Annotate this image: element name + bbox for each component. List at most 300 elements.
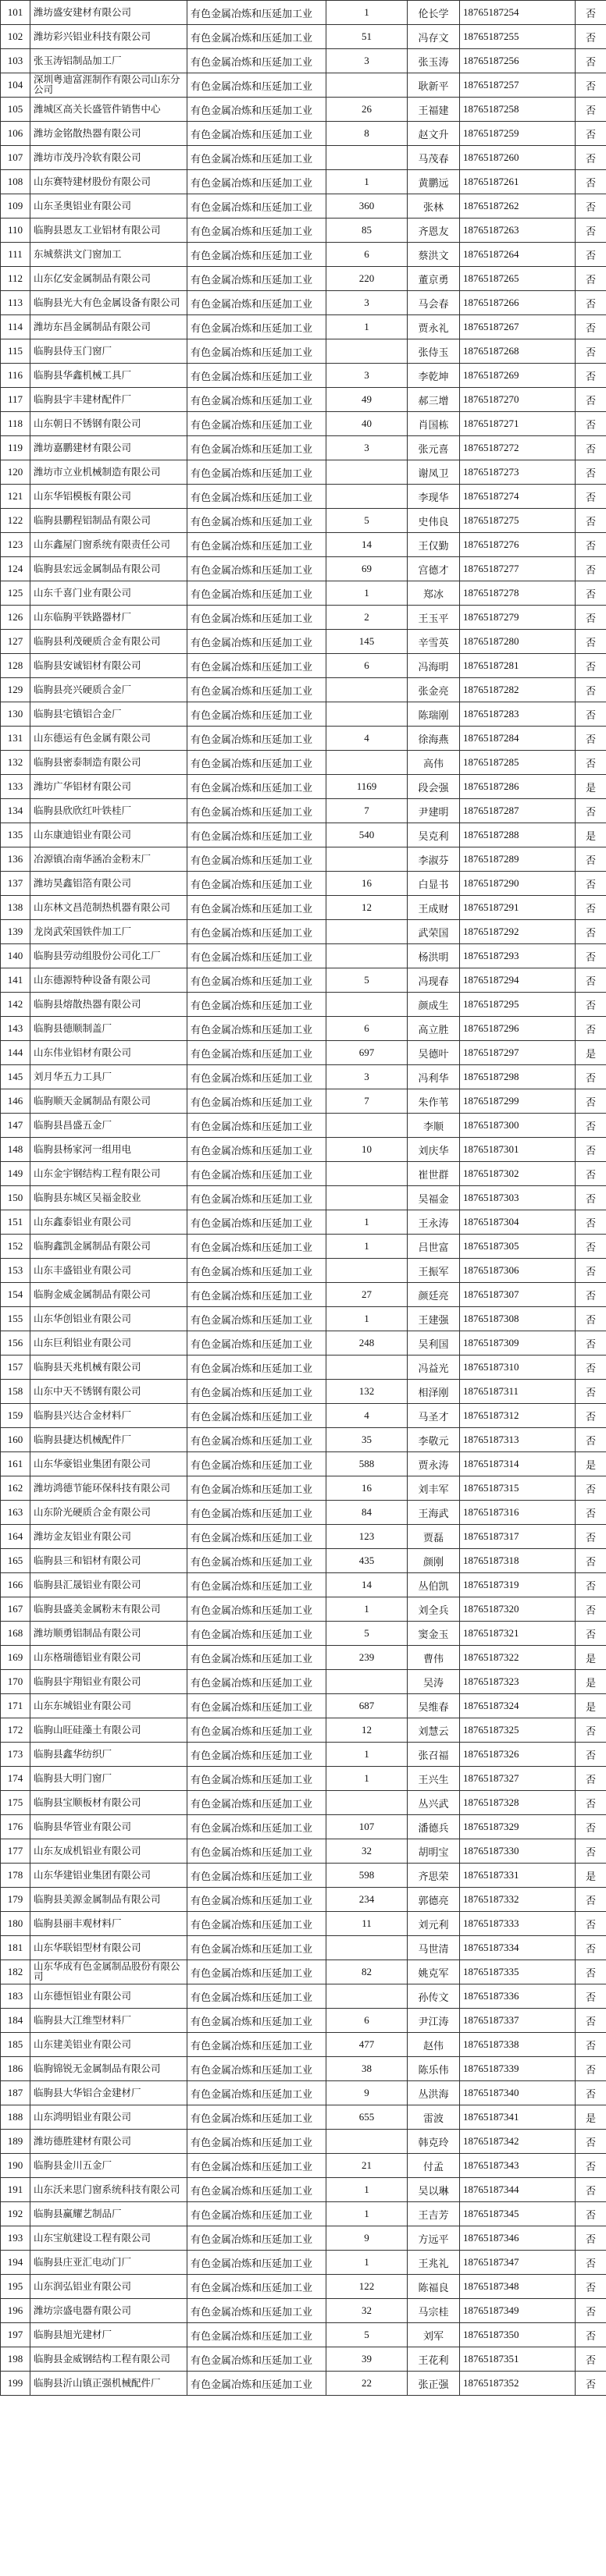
quantity-cell: 697 <box>326 1041 408 1065</box>
phone-cell: 18765187329 <box>460 1815 576 1839</box>
phone-cell: 18765187293 <box>460 944 576 968</box>
phone-cell: 18765187302 <box>460 1162 576 1186</box>
row-number-cell: 194 <box>1 2251 30 2275</box>
company-name-cell: 山东润弘铝业有限公司 <box>30 2275 187 2299</box>
row-number-cell: 139 <box>1 920 30 944</box>
row-number-cell: 199 <box>1 2372 30 2396</box>
quantity-cell: 1 <box>326 170 408 194</box>
industry-cell: 有色金属冶炼和压延加工业 <box>187 1936 326 1960</box>
row-number-cell: 157 <box>1 1356 30 1380</box>
phone-cell: 18765187255 <box>460 25 576 49</box>
flag-cell: 否 <box>576 2130 606 2154</box>
table-row <box>1 339 606 364</box>
row-number-cell: 159 <box>1 1404 30 1428</box>
row-number-cell: 130 <box>1 702 30 727</box>
flag-cell: 否 <box>576 1017 606 1041</box>
table-body <box>1 1 606 2396</box>
quantity-cell: 1 <box>326 2202 408 2226</box>
row-number-cell: 125 <box>1 581 30 606</box>
quantity-cell: 4 <box>326 1404 408 1428</box>
row-number-cell: 102 <box>1 25 30 49</box>
row-number-cell: 154 <box>1 1283 30 1307</box>
row-number-cell: 161 <box>1 1452 30 1476</box>
industry-cell: 有色金属冶炼和压延加工业 <box>187 2202 326 2226</box>
row-number-cell: 182 <box>1 1960 30 1984</box>
flag-cell: 否 <box>576 1839 606 1864</box>
table-row <box>1 412 606 436</box>
row-number-cell: 121 <box>1 485 30 509</box>
quantity-cell: 32 <box>326 2299 408 2323</box>
row-number-cell: 106 <box>1 122 30 146</box>
company-name-cell: 临朐县劳动组股份公司化工厂 <box>30 944 187 968</box>
row-number-cell: 165 <box>1 1549 30 1573</box>
contact-cell: 武荣国 <box>408 920 460 944</box>
phone-cell: 18765187326 <box>460 1743 576 1767</box>
table-row <box>1 2251 606 2275</box>
company-name-cell: 山东中天不锈钢有限公司 <box>30 1380 187 1404</box>
row-number-cell: 126 <box>1 606 30 630</box>
phone-cell: 18765187278 <box>460 581 576 606</box>
company-name-cell: 临朐鑫凯金属制品有限公司 <box>30 1235 187 1259</box>
quantity-cell <box>326 1356 408 1380</box>
row-number-cell: 148 <box>1 1138 30 1162</box>
phone-cell: 18765187328 <box>460 1791 576 1815</box>
flag-cell: 否 <box>576 146 606 170</box>
row-number-cell: 167 <box>1 1597 30 1622</box>
company-name-cell: 山东金宇钢结构工程有限公司 <box>30 1162 187 1186</box>
flag-cell: 否 <box>576 2226 606 2251</box>
industry-cell: 有色金属冶炼和压延加工业 <box>187 1743 326 1767</box>
phone-cell: 18765187320 <box>460 1597 576 1622</box>
contact-cell: 窦金玉 <box>408 1622 460 1646</box>
phone-cell: 18765187344 <box>460 2178 576 2202</box>
flag-cell: 否 <box>576 533 606 557</box>
industry-cell: 有色金属冶炼和压延加工业 <box>187 1767 326 1791</box>
table-row <box>1 533 606 557</box>
company-name-cell: 山东华成有色金属制品股份有限公司 <box>30 1960 187 1984</box>
company-name-cell: 山东华联铝型材有限公司 <box>30 1936 187 1960</box>
flag-cell: 否 <box>576 1307 606 1331</box>
phone-cell: 18765187283 <box>460 702 576 727</box>
table-row <box>1 1331 606 1356</box>
table-row <box>1 1936 606 1960</box>
row-number-cell: 180 <box>1 1912 30 1936</box>
industry-cell: 有色金属冶炼和压延加工业 <box>187 702 326 727</box>
quantity-cell: 145 <box>326 630 408 654</box>
flag-cell: 否 <box>576 702 606 727</box>
row-number-cell: 160 <box>1 1428 30 1452</box>
table-row <box>1 1380 606 1404</box>
contact-cell: 蔡洪文 <box>408 243 460 267</box>
phone-cell: 18765187280 <box>460 630 576 654</box>
contact-cell: 吴涛 <box>408 1670 460 1694</box>
row-number-cell: 181 <box>1 1936 30 1960</box>
quantity-cell <box>326 702 408 727</box>
contact-cell: 王花利 <box>408 2347 460 2372</box>
flag-cell: 否 <box>576 1501 606 1525</box>
phone-cell: 18765187331 <box>460 1864 576 1888</box>
quantity-cell: 8 <box>326 122 408 146</box>
flag-cell: 否 <box>576 1476 606 1501</box>
table-row <box>1 25 606 49</box>
quantity-cell: 1169 <box>326 775 408 799</box>
phone-cell: 18765187346 <box>460 2226 576 2251</box>
industry-cell: 有色金属冶炼和压延加工业 <box>187 436 326 460</box>
table-row <box>1 1694 606 1718</box>
industry-cell: 有色金属冶炼和压延加工业 <box>187 775 326 799</box>
industry-cell: 有色金属冶炼和压延加工业 <box>187 2251 326 2275</box>
quantity-cell: 540 <box>326 823 408 847</box>
company-name-cell: 临朐县德顺制盖厂 <box>30 1017 187 1041</box>
row-number-cell: 110 <box>1 219 30 243</box>
company-name-cell: 临朐县宇丰建材配件厂 <box>30 388 187 412</box>
phone-cell: 18765187318 <box>460 1549 576 1573</box>
phone-cell: 18765187305 <box>460 1235 576 1259</box>
flag-cell: 是 <box>576 1452 606 1476</box>
flag-cell: 否 <box>576 1912 606 1936</box>
row-number-cell: 168 <box>1 1622 30 1646</box>
company-name-cell: 龙岗武荣国铁件加工厂 <box>30 920 187 944</box>
industry-cell: 有色金属冶炼和压延加工业 <box>187 1791 326 1815</box>
company-name-cell: 山东德源特种设备有限公司 <box>30 968 187 993</box>
phone-cell: 18765187294 <box>460 968 576 993</box>
company-name-cell: 潍坊广华铝材有限公司 <box>30 775 187 799</box>
phone-cell: 18765187258 <box>460 98 576 122</box>
contact-cell: 马宗桂 <box>408 2299 460 2323</box>
row-number-cell: 138 <box>1 896 30 920</box>
company-name-cell: 临朐县熔散热器有限公司 <box>30 993 187 1017</box>
company-name-cell: 山东千喜门业有限公司 <box>30 581 187 606</box>
contact-cell: 马茂春 <box>408 146 460 170</box>
industry-cell: 有色金属冶炼和压延加工业 <box>187 1404 326 1428</box>
contact-cell: 尹建明 <box>408 799 460 823</box>
industry-cell: 有色金属冶炼和压延加工业 <box>187 509 326 533</box>
phone-cell: 18765187300 <box>460 1114 576 1138</box>
flag-cell: 否 <box>576 630 606 654</box>
flag-cell: 否 <box>576 170 606 194</box>
phone-cell: 18765187312 <box>460 1404 576 1428</box>
contact-cell: 吴克利 <box>408 823 460 847</box>
table-row <box>1 1162 606 1186</box>
table-row <box>1 243 606 267</box>
industry-cell: 有色金属冶炼和压延加工业 <box>187 920 326 944</box>
industry-cell: 有色金属冶炼和压延加工业 <box>187 1259 326 1283</box>
phone-cell: 18765187313 <box>460 1428 576 1452</box>
row-number-cell: 105 <box>1 98 30 122</box>
industry-cell: 有色金属冶炼和压延加工业 <box>187 2347 326 2372</box>
quantity-cell: 5 <box>326 2323 408 2347</box>
contact-cell: 陈福良 <box>408 2275 460 2299</box>
quantity-cell <box>326 920 408 944</box>
row-number-cell: 193 <box>1 2226 30 2251</box>
table-row <box>1 1404 606 1428</box>
contact-cell: 王福建 <box>408 98 460 122</box>
company-name-cell: 临朐县侍玉门窗厂 <box>30 339 187 364</box>
phone-cell: 18765187337 <box>460 2009 576 2033</box>
contact-cell: 段会强 <box>408 775 460 799</box>
phone-cell: 18765187279 <box>460 606 576 630</box>
row-number-cell: 174 <box>1 1767 30 1791</box>
company-name-cell: 临朐县华管业有限公司 <box>30 1815 187 1839</box>
contact-cell: 史伟良 <box>408 509 460 533</box>
company-name-cell: 临朐金威金属制品有限公司 <box>30 1283 187 1307</box>
contact-cell: 吴德叶 <box>408 1041 460 1065</box>
table-row <box>1 799 606 823</box>
table-row <box>1 1138 606 1162</box>
table-row <box>1 485 606 509</box>
company-name-cell: 临朐县兴达合金材料厂 <box>30 1404 187 1428</box>
company-name-cell: 临朐县华鑫机械工具厂 <box>30 364 187 388</box>
flag-cell: 否 <box>576 73 606 98</box>
contact-cell: 冯益光 <box>408 1356 460 1380</box>
company-name-cell: 临朐县欣欣红叶铁桂厂 <box>30 799 187 823</box>
quantity-cell: 5 <box>326 509 408 533</box>
table-row <box>1 1089 606 1114</box>
quantity-cell <box>326 460 408 485</box>
company-name-cell: 临朐县大明门窗厂 <box>30 1767 187 1791</box>
industry-cell: 有色金属冶炼和压延加工业 <box>187 606 326 630</box>
table-row <box>1 2299 606 2323</box>
industry-cell: 有色金属冶炼和压延加工业 <box>187 872 326 896</box>
contact-cell: 雷波 <box>408 2105 460 2130</box>
table-row <box>1 751 606 775</box>
flag-cell: 否 <box>576 509 606 533</box>
table-row <box>1 1912 606 1936</box>
table-row <box>1 1960 606 1984</box>
flag-cell: 否 <box>576 1138 606 1162</box>
flag-cell: 否 <box>576 1331 606 1356</box>
phone-cell: 18765187352 <box>460 2372 576 2396</box>
quantity-cell <box>326 678 408 702</box>
row-number-cell: 163 <box>1 1501 30 1525</box>
flag-cell: 否 <box>576 1622 606 1646</box>
industry-cell: 有色金属冶炼和压延加工业 <box>187 1573 326 1597</box>
flag-cell: 否 <box>576 1210 606 1235</box>
table-row <box>1 1670 606 1694</box>
contact-cell: 齐思荣 <box>408 1864 460 1888</box>
row-number-cell: 132 <box>1 751 30 775</box>
table-row <box>1 1622 606 1646</box>
flag-cell: 否 <box>576 1888 606 1912</box>
flag-cell: 否 <box>576 1743 606 1767</box>
table-row <box>1 2275 606 2299</box>
flag-cell: 是 <box>576 1041 606 1065</box>
table-row <box>1 1210 606 1235</box>
company-name-cell: 临朐县丽丰观材料厂 <box>30 1912 187 1936</box>
flag-cell: 否 <box>576 25 606 49</box>
industry-cell: 有色金属冶炼和压延加工业 <box>187 364 326 388</box>
contact-cell: 宫德才 <box>408 557 460 581</box>
company-name-cell: 山东德运有色金属有限公司 <box>30 727 187 751</box>
flag-cell: 是 <box>576 1646 606 1670</box>
company-name-cell: 山东沃来思门窗系统科技有限公司 <box>30 2178 187 2202</box>
flag-cell: 否 <box>576 1114 606 1138</box>
flag-cell: 否 <box>576 412 606 436</box>
quantity-cell: 687 <box>326 1694 408 1718</box>
quantity-cell: 9 <box>326 2081 408 2105</box>
contact-cell: 刘军 <box>408 2323 460 2347</box>
flag-cell: 否 <box>576 1356 606 1380</box>
table-row <box>1 1428 606 1452</box>
row-number-cell: 118 <box>1 412 30 436</box>
contact-cell: 张元喜 <box>408 436 460 460</box>
row-number-cell: 175 <box>1 1791 30 1815</box>
quantity-cell: 3 <box>326 1065 408 1089</box>
row-number-cell: 170 <box>1 1670 30 1694</box>
row-number-cell: 135 <box>1 823 30 847</box>
quantity-cell: 49 <box>326 388 408 412</box>
company-name-cell: 临朐山旺硅藻土有限公司 <box>30 1718 187 1743</box>
table-row <box>1 1501 606 1525</box>
quantity-cell: 84 <box>326 1501 408 1525</box>
company-name-cell: 临朐县光大有色金属设备有限公司 <box>30 291 187 315</box>
industry-cell: 有色金属冶炼和压延加工业 <box>187 339 326 364</box>
flag-cell: 否 <box>576 2251 606 2275</box>
phone-cell: 18765187297 <box>460 1041 576 1065</box>
table-row <box>1 1452 606 1476</box>
industry-cell: 有色金属冶炼和压延加工业 <box>187 654 326 678</box>
contact-cell: 吴福金 <box>408 1186 460 1210</box>
quantity-cell <box>326 146 408 170</box>
company-name-cell: 潍坊宗盛电器有限公司 <box>30 2299 187 2323</box>
table-row <box>1 1525 606 1549</box>
flag-cell: 否 <box>576 2057 606 2081</box>
phone-cell: 18765187321 <box>460 1622 576 1646</box>
flag-cell: 否 <box>576 2178 606 2202</box>
quantity-cell: 7 <box>326 799 408 823</box>
row-number-cell: 145 <box>1 1065 30 1089</box>
industry-cell: 有色金属冶炼和压延加工业 <box>187 1646 326 1670</box>
contact-cell: 王建强 <box>408 1307 460 1331</box>
phone-cell: 18765187349 <box>460 2299 576 2323</box>
industry-cell: 有色金属冶炼和压延加工业 <box>187 291 326 315</box>
table-row <box>1 194 606 219</box>
contact-cell: 张侍玉 <box>408 339 460 364</box>
company-name-cell: 山东格瑞德铝业有限公司 <box>30 1646 187 1670</box>
table-row <box>1 2009 606 2033</box>
table-row <box>1 436 606 460</box>
flag-cell: 是 <box>576 775 606 799</box>
row-number-cell: 107 <box>1 146 30 170</box>
contact-cell: 赵文升 <box>408 122 460 146</box>
quantity-cell: 12 <box>326 1718 408 1743</box>
quantity-cell: 1 <box>326 581 408 606</box>
flag-cell: 否 <box>576 49 606 73</box>
phone-cell: 18765187259 <box>460 122 576 146</box>
quantity-cell: 220 <box>326 267 408 291</box>
phone-cell: 18765187308 <box>460 1307 576 1331</box>
quantity-cell: 10 <box>326 1138 408 1162</box>
quantity-cell <box>326 1186 408 1210</box>
row-number-cell: 176 <box>1 1815 30 1839</box>
company-name-cell: 临朐县利茂硬质合金有限公司 <box>30 630 187 654</box>
phone-cell: 18765187263 <box>460 219 576 243</box>
flag-cell: 否 <box>576 968 606 993</box>
table-row <box>1 1549 606 1573</box>
quantity-cell: 234 <box>326 1888 408 1912</box>
quantity-cell: 38 <box>326 2057 408 2081</box>
row-number-cell: 109 <box>1 194 30 219</box>
flag-cell: 否 <box>576 219 606 243</box>
quantity-cell: 6 <box>326 2009 408 2033</box>
industry-cell: 有色金属冶炼和压延加工业 <box>187 1 326 25</box>
flag-cell: 否 <box>576 1162 606 1186</box>
industry-cell: 有色金属冶炼和压延加工业 <box>187 1283 326 1307</box>
industry-cell: 有色金属冶炼和压延加工业 <box>187 98 326 122</box>
industry-cell: 有色金属冶炼和压延加工业 <box>187 460 326 485</box>
contact-cell: 马世清 <box>408 1936 460 1960</box>
contact-cell: 付孟 <box>408 2154 460 2178</box>
contact-cell: 郝三增 <box>408 388 460 412</box>
flag-cell: 否 <box>576 1936 606 1960</box>
table-row <box>1 146 606 170</box>
contact-cell: 白显书 <box>408 872 460 896</box>
contact-cell: 王吉芳 <box>408 2202 460 2226</box>
phone-cell: 18765187296 <box>460 1017 576 1041</box>
quantity-cell: 588 <box>326 1452 408 1476</box>
phone-cell: 18765187338 <box>460 2033 576 2057</box>
company-name-cell: 山东友成机铝业有限公司 <box>30 1839 187 1864</box>
phone-cell: 18765187271 <box>460 412 576 436</box>
quantity-cell: 655 <box>326 2105 408 2130</box>
table-row <box>1 460 606 485</box>
industry-cell: 有色金属冶炼和压延加工业 <box>187 2178 326 2202</box>
industry-cell: 有色金属冶炼和压延加工业 <box>187 194 326 219</box>
phone-cell: 18765187268 <box>460 339 576 364</box>
contact-cell: 韩克玲 <box>408 2130 460 2154</box>
phone-cell: 18765187272 <box>460 436 576 460</box>
quantity-cell: 40 <box>326 412 408 436</box>
quantity-cell: 22 <box>326 2372 408 2396</box>
quantity-cell: 239 <box>326 1646 408 1670</box>
phone-cell: 18765187324 <box>460 1694 576 1718</box>
flag-cell: 是 <box>576 1864 606 1888</box>
contact-cell: 冯现春 <box>408 968 460 993</box>
industry-cell: 有色金属冶炼和压延加工业 <box>187 1186 326 1210</box>
table-row <box>1 557 606 581</box>
row-number-cell: 113 <box>1 291 30 315</box>
row-number-cell: 171 <box>1 1694 30 1718</box>
industry-cell: 有色金属冶炼和压延加工业 <box>187 2009 326 2033</box>
table-row <box>1 2202 606 2226</box>
flag-cell: 否 <box>576 1815 606 1839</box>
flag-cell: 否 <box>576 1597 606 1622</box>
company-name-cell: 山东华创铝业有限公司 <box>30 1307 187 1331</box>
phone-cell: 18765187303 <box>460 1186 576 1210</box>
industry-cell: 有色金属冶炼和压延加工业 <box>187 1501 326 1525</box>
quantity-cell: 132 <box>326 1380 408 1404</box>
company-name-cell: 临朐县捷达机械配件厂 <box>30 1428 187 1452</box>
contact-cell: 张金亮 <box>408 678 460 702</box>
phone-cell: 18765187306 <box>460 1259 576 1283</box>
industry-cell: 有色金属冶炼和压延加工业 <box>187 1114 326 1138</box>
flag-cell: 否 <box>576 388 606 412</box>
industry-cell: 有色金属冶炼和压延加工业 <box>187 1960 326 1984</box>
flag-cell: 否 <box>576 847 606 872</box>
flag-cell: 否 <box>576 1 606 25</box>
company-name-cell: 潍坊顺勇铝制品有限公司 <box>30 1622 187 1646</box>
flag-cell: 否 <box>576 1404 606 1428</box>
industry-cell: 有色金属冶炼和压延加工业 <box>187 1210 326 1235</box>
company-name-cell: 山东亿安金属制品有限公司 <box>30 267 187 291</box>
phone-cell: 18765187254 <box>460 1 576 25</box>
phone-cell: 18765187340 <box>460 2081 576 2105</box>
phone-cell: 18765187310 <box>460 1356 576 1380</box>
industry-cell: 有色金属冶炼和压延加工业 <box>187 799 326 823</box>
flag-cell: 否 <box>576 2009 606 2033</box>
industry-cell: 有色金属冶炼和压延加工业 <box>187 1597 326 1622</box>
quantity-cell: 39 <box>326 2347 408 2372</box>
